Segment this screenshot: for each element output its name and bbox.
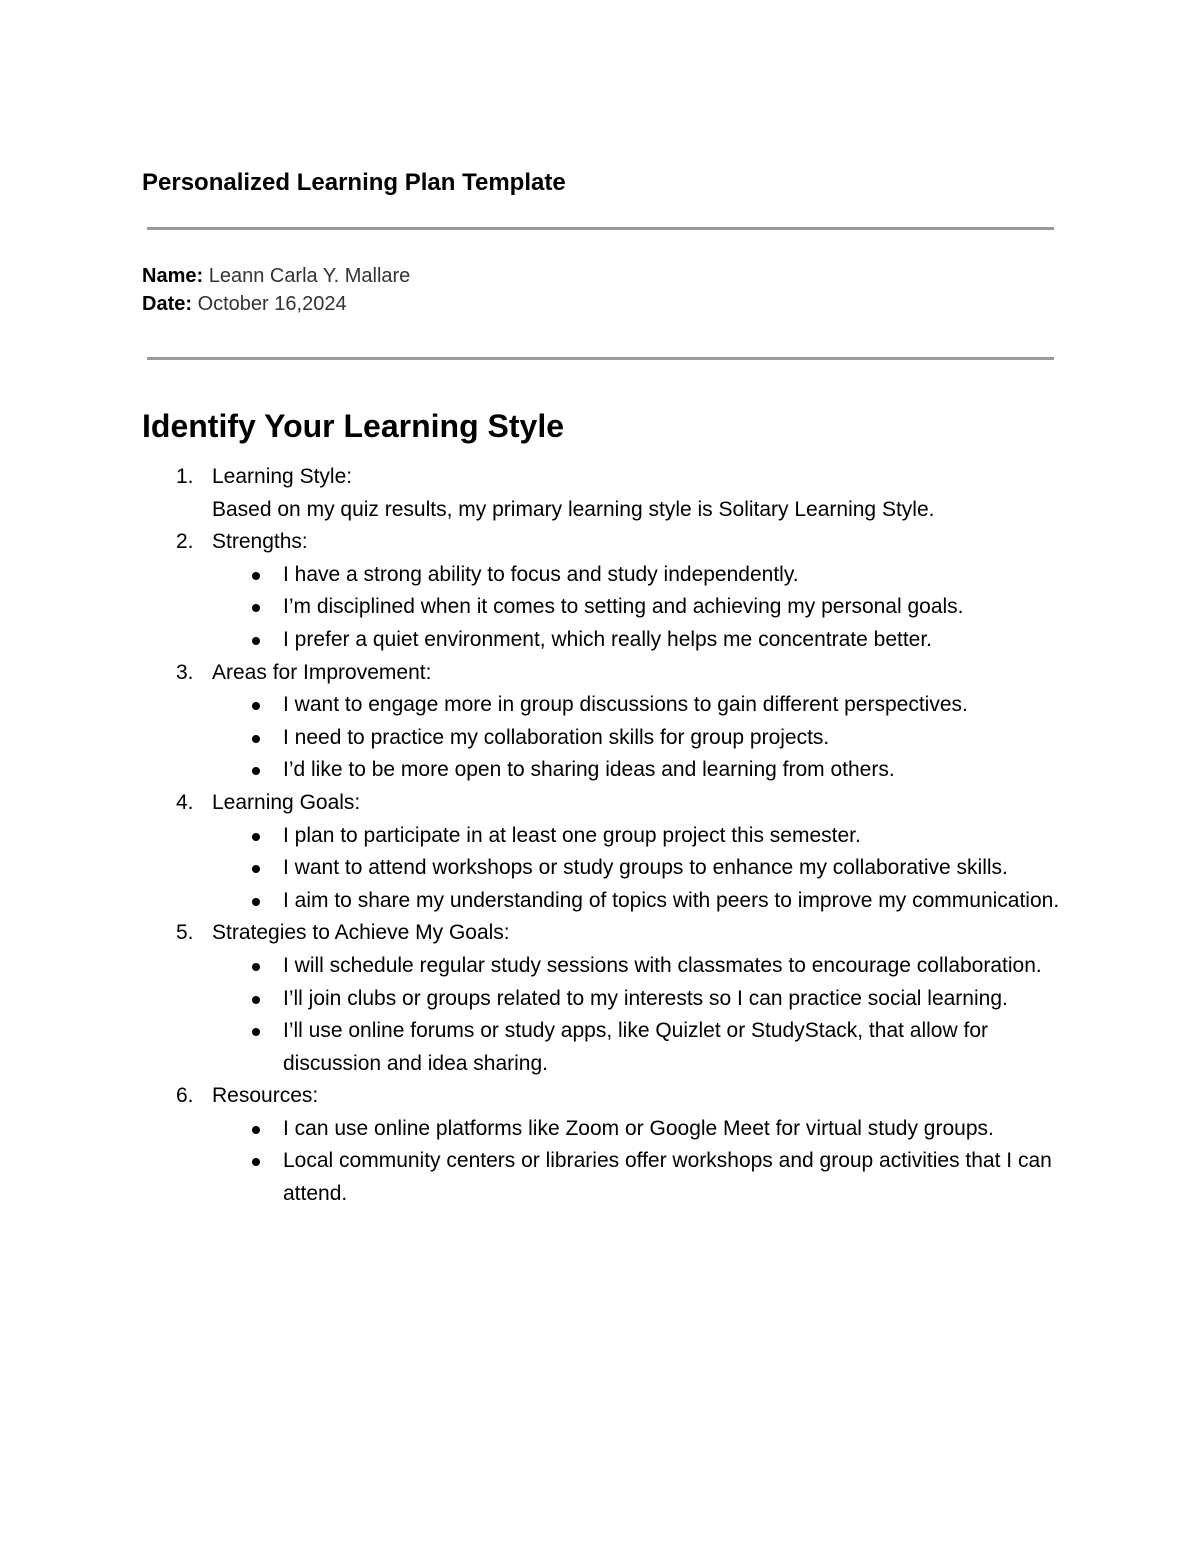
bullet-dot-icon (252, 1028, 260, 1036)
bullet-item (212, 754, 1062, 787)
bullet-item (212, 1145, 1062, 1210)
item-number: 6. (176, 1084, 194, 1108)
date-line (142, 290, 347, 318)
bullet-list (212, 689, 1062, 787)
bullet-text: I want to attend workshops or study groups to enhance my collaborative skills. (283, 856, 1008, 880)
bullet-text: I will schedule regular study sessions with classmates to encourage collaboration. (283, 953, 1042, 977)
list-item-learning-style (142, 461, 1062, 526)
bullet-text: I need to practice my collaboration skills for group projects. (283, 725, 830, 749)
item-label: Strengths: (212, 530, 308, 554)
bullet-item (212, 1015, 1062, 1080)
bullet-item (212, 983, 1062, 1016)
name-label: Name: (142, 265, 204, 287)
item-number: 3. (176, 660, 194, 684)
document-title: Personalized Learning Plan Template (142, 169, 566, 196)
bullet-dot-icon (252, 898, 260, 906)
item-label: Strategies to Achieve My Goals: (212, 921, 510, 945)
date-label: Date: (142, 293, 193, 315)
list-item-learning-goals (142, 787, 1062, 917)
bullet-dot-icon (252, 865, 260, 873)
bullet-item (212, 950, 1062, 983)
bullet-dot-icon (252, 572, 260, 580)
list-item-resources (142, 1080, 1062, 1210)
bullet-item (212, 885, 1062, 918)
item-number: 2. (176, 530, 194, 554)
name-value: Leann Carla Y. Mallare (203, 265, 411, 287)
bullet-text: I’ll join clubs or groups related to my interests so I can practice social learning. (283, 986, 1008, 1010)
bullet-text: I have a strong ability to focus and study independently. (283, 562, 799, 586)
bullet-dot-icon (252, 963, 260, 971)
bullet-item (212, 559, 1062, 592)
item-detail: Based on my quiz results, my primary learning style is Solitary Learning Style. (212, 497, 935, 521)
bullet-dot-icon (252, 604, 260, 612)
bullet-item (212, 624, 1062, 657)
bullet-text: I’d like to be more open to sharing ideas and learning from others. (283, 758, 895, 782)
item-number: 1. (176, 465, 194, 488)
bullet-text: I aim to share my understanding of topics with peers to improve my communication. (283, 888, 1060, 912)
bullet-dot-icon (252, 767, 260, 775)
bullet-item (212, 852, 1062, 885)
bullet-list (212, 820, 1062, 918)
bullet-item (212, 722, 1062, 755)
bullet-text: Local community centers or libraries offer workshops and group activities that I can attend. (283, 1149, 1052, 1206)
bullet-list (212, 559, 1062, 657)
name-line (142, 262, 410, 290)
list-item-areas-for-improvement (142, 657, 1062, 787)
bullet-text: I want to engage more in group discussions to gain different perspectives. (283, 693, 968, 717)
bullet-dot-icon (252, 1126, 260, 1134)
divider-top (147, 227, 1054, 230)
bullet-text: I’ll use online forums or study apps, like Quizlet or StudyStack, that allow for discussion and idea sharing. (283, 1019, 988, 1075)
divider-bottom (147, 357, 1054, 360)
bullet-text: I prefer a quiet environment, which really helps me concentrate better. (283, 627, 933, 651)
item-label: Areas for Improvement: (212, 660, 432, 684)
item-label: Resources: (212, 1084, 319, 1108)
bullet-dot-icon (252, 637, 260, 645)
bullet-dot-icon (252, 833, 260, 841)
list-item-strategies (142, 917, 1062, 1080)
item-label: Learning Goals: (212, 790, 361, 814)
bullet-text: I plan to participate in at least one group project this semester. (283, 823, 861, 847)
bullet-dot-icon (252, 735, 260, 743)
bullet-item (212, 820, 1062, 853)
item-number: 4. (176, 790, 194, 814)
bullet-dot-icon (252, 1158, 260, 1166)
date-value: October 16,2024 (192, 293, 347, 315)
item-number: 5. (176, 921, 194, 945)
bullet-list (212, 1113, 1062, 1211)
bullet-text: I’m disciplined when it comes to setting and achieving my personal goals. (283, 595, 964, 619)
bullet-item (212, 591, 1062, 624)
bullet-text: I can use online platforms like Zoom or Google Meet for virtual study groups. (283, 1116, 994, 1140)
bullet-dot-icon (252, 702, 260, 710)
item-label: Learning Style: (212, 465, 353, 488)
learning-plan-list (142, 461, 1062, 1211)
list-item-strengths (142, 526, 1062, 656)
bullet-dot-icon (252, 996, 260, 1004)
bullet-item (212, 689, 1062, 722)
section-heading: Identify Your Learning Style (142, 408, 564, 444)
bullet-list (212, 950, 1062, 1080)
bullet-item (212, 1113, 1062, 1146)
